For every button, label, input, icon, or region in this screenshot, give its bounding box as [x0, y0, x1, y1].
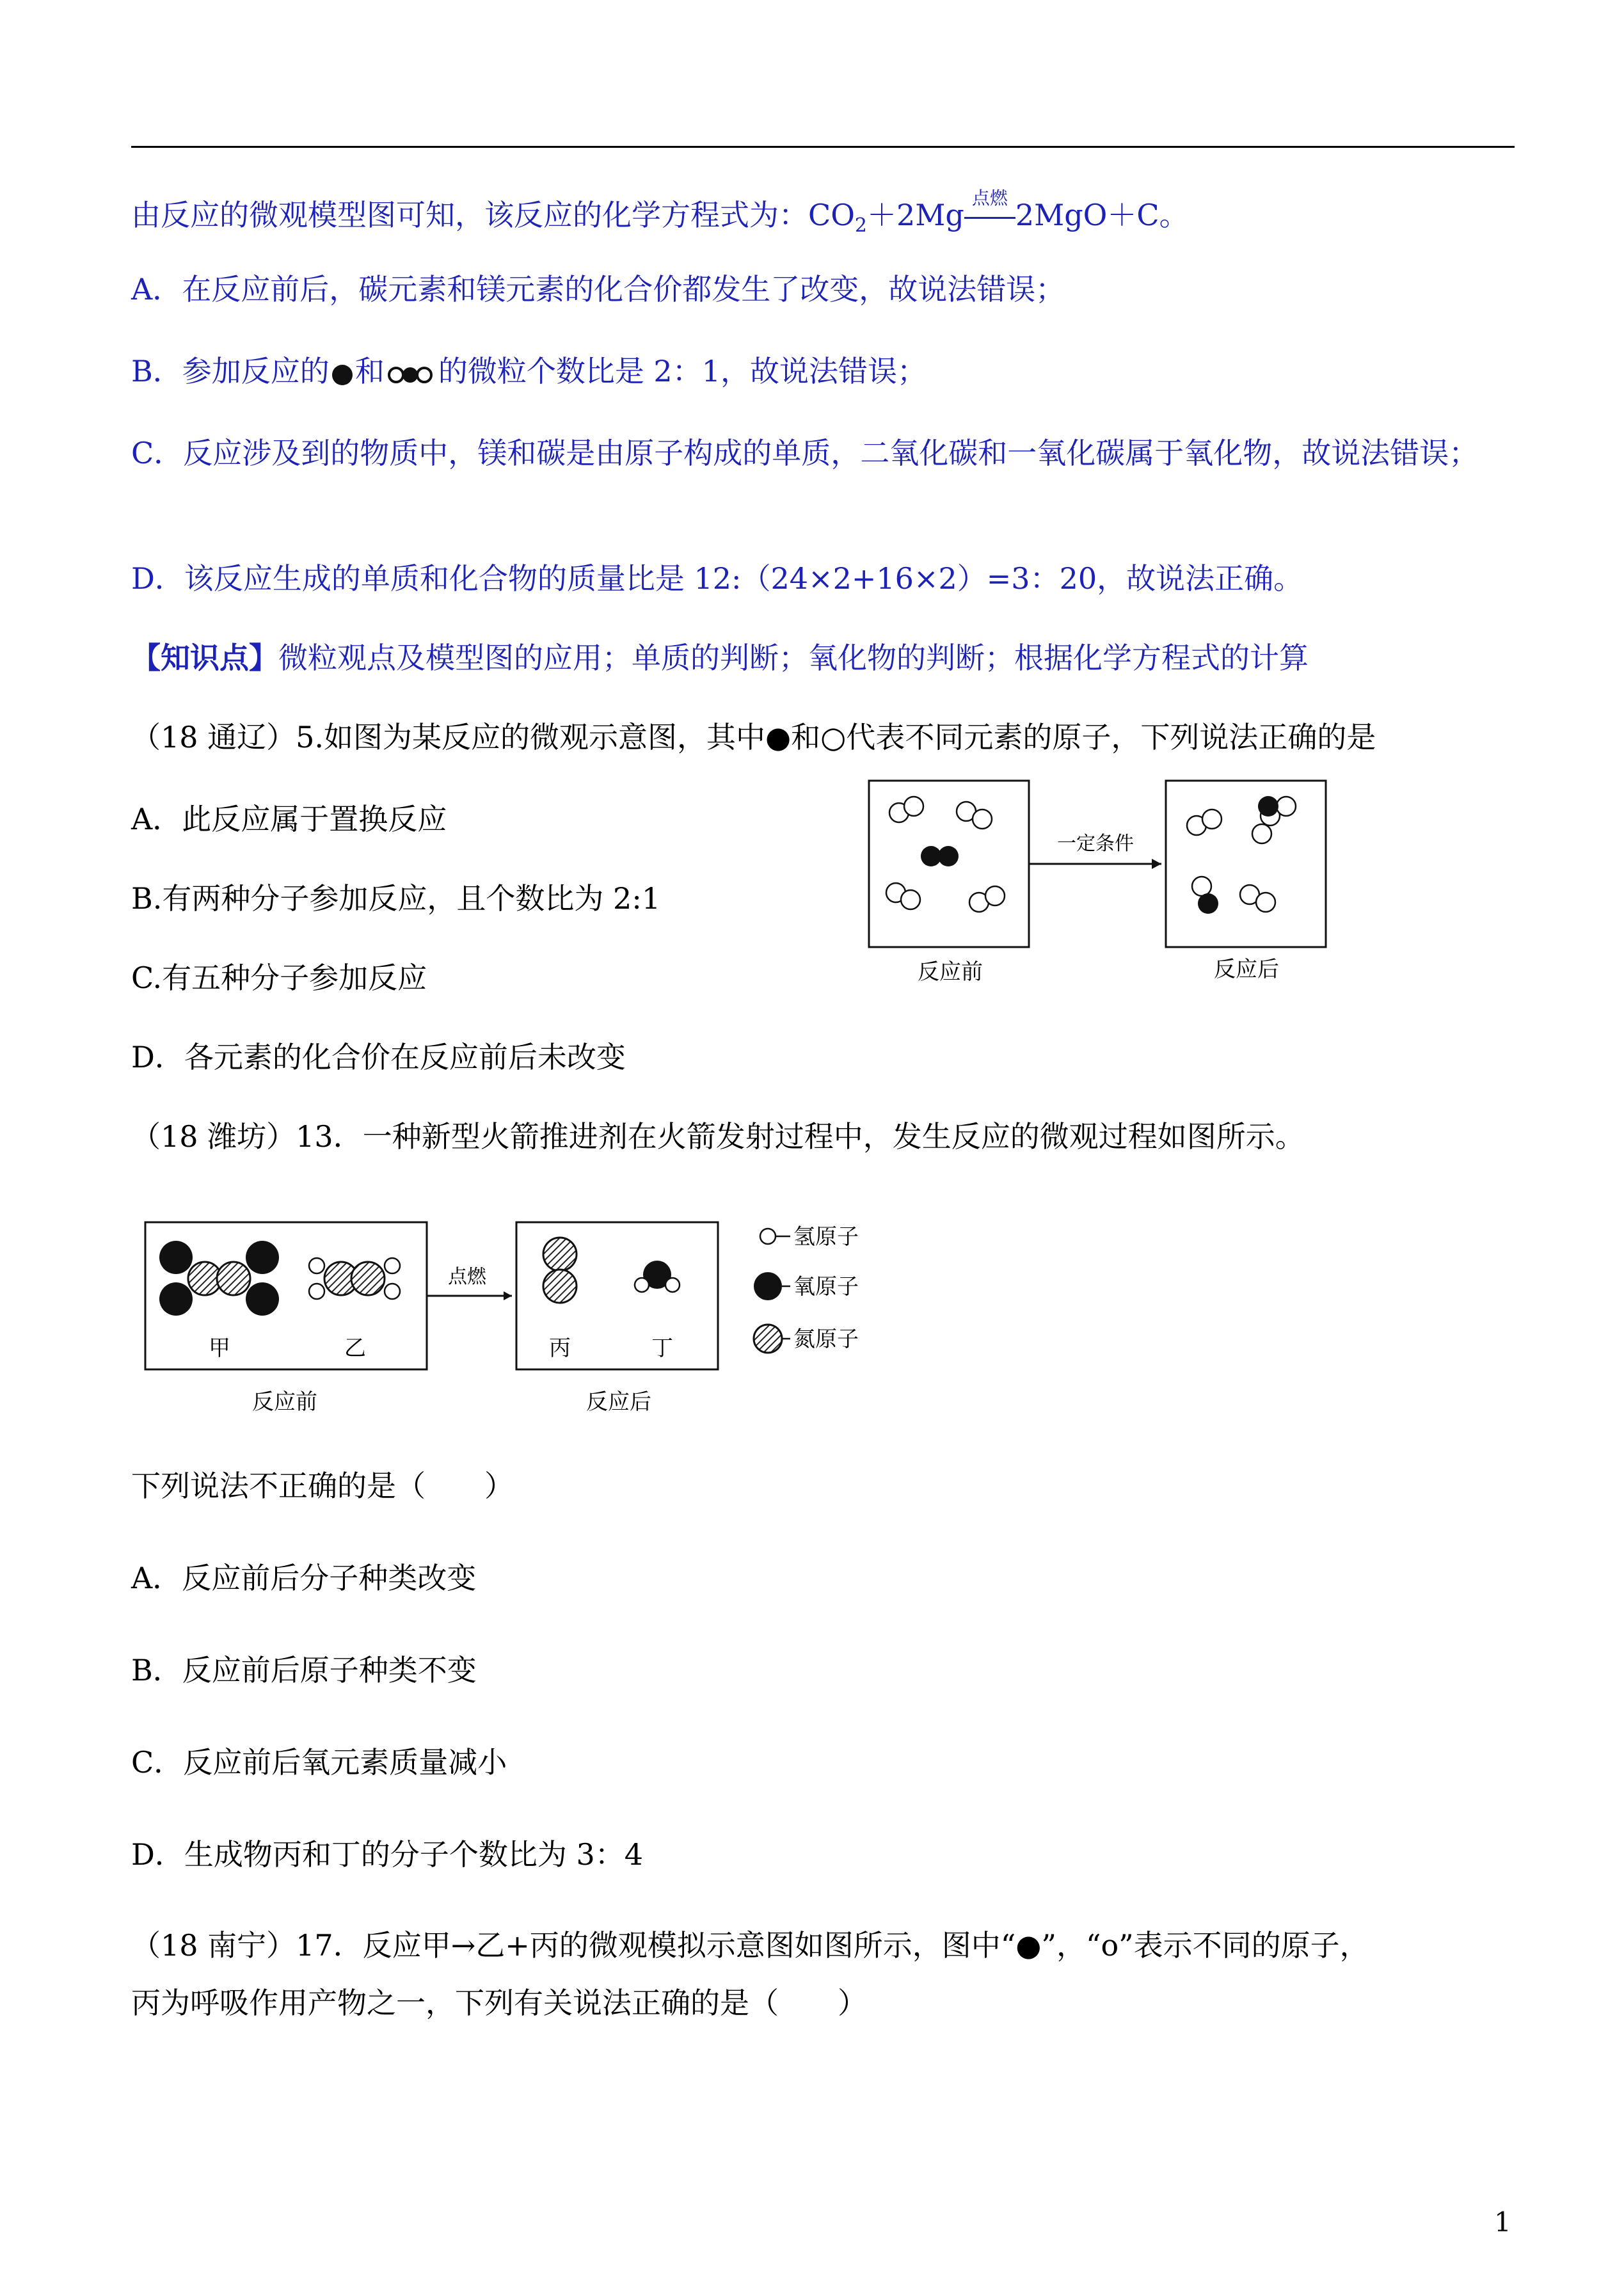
- q13-yi-label: 乙: [344, 1335, 366, 1361]
- q5-before-label: 反应前: [918, 960, 983, 984]
- analysis-option-a: A．在反应前后，碳元素和镁元素的化合价都发生了改变，故说法错误；: [131, 272, 1065, 307]
- q17-line2: 丙为呼吸作用产物之一，下列有关说法正确的是（ ）: [131, 1986, 867, 2020]
- q13-stem: （18 潍坊）13．一种新型火箭推进剂在火箭发射过程中，发生反应的微观过程如图所示。: [131, 1119, 1305, 1154]
- q13-option-d: D．生成物丙和丁的分子个数比为 3：4: [131, 1837, 644, 1872]
- q13-arrow-label: 点燃: [448, 1266, 486, 1288]
- black-atom-icon: [330, 361, 355, 387]
- q13-reaction-diagram: [138, 1203, 957, 1433]
- reaction-condition-text: 点燃: [971, 187, 1008, 209]
- co2-molecule-icon: [385, 361, 438, 387]
- reaction-condition: [964, 187, 1015, 235]
- knowledge-point: [131, 637, 1309, 678]
- knowledge-point-text: 微粒观点及模型图的应用；单质的判断；氧化物的判断；根据化学方程式的计算: [278, 641, 1309, 675]
- equation-subscript: 2: [854, 214, 868, 237]
- analysis-option-b: [131, 351, 927, 392]
- option-b-part2: 和: [354, 354, 385, 388]
- q13-before-label: 反应前: [252, 1389, 317, 1415]
- page-number: 1: [1494, 2206, 1511, 2238]
- legend-nitrogen: 氮原子: [793, 1327, 859, 1352]
- q13-ding-label: 丁: [651, 1335, 673, 1361]
- header-rule: [131, 146, 1515, 148]
- q13-bing-label: 丙: [549, 1335, 571, 1361]
- q13-option-a: A．反应前后分子种类改变: [131, 1561, 477, 1595]
- q13-prompt: 下列说法不正确的是（ ）: [131, 1469, 514, 1503]
- q13-jia-label: 甲: [209, 1335, 230, 1361]
- legend-hydrogen: 氢原子: [793, 1224, 859, 1250]
- q5-after-label: 反应后: [1214, 957, 1279, 982]
- equation-middle: ＋2Mg: [867, 198, 964, 232]
- q13-option-b: B．反应前后原子种类不变: [131, 1653, 477, 1687]
- q5-arrow-label: 一定条件: [1057, 833, 1134, 854]
- q5-option-c: C.有五种分子参加反应: [131, 961, 427, 995]
- legend-oxygen: 氧原子: [793, 1274, 859, 1300]
- q13-after-label: 反应后: [586, 1389, 651, 1415]
- equation-end: 2MgO＋C。: [1015, 198, 1189, 232]
- q5-option-d: D．各元素的化合价在反应前后未改变: [131, 1040, 626, 1074]
- knowledge-point-label: 【知识点】: [131, 641, 278, 675]
- q5-stem: （18 通辽）5.如图为某反应的微观示意图，其中●和○代表不同元素的原子，下列说法正确的是: [131, 720, 1376, 754]
- q13-option-c: C．反应前后氧元素质量减小: [131, 1745, 507, 1780]
- analysis-option-c: C．反应涉及到的物质中，镁和碳是由原子构成的单质，二氧化碳和一氧化碳属于氧化物，故说法错误；: [131, 436, 1479, 470]
- q5-option-a: A．此反应属于置换反应: [131, 802, 447, 836]
- analysis-option-d: D．该反应生成的单质和化合物的质量比是 12:（24×2+16×2）=3：20，故说法正确。: [131, 561, 1303, 596]
- q5-reaction-diagram: [864, 774, 1350, 1005]
- option-b-part1: B．参加反应的: [131, 354, 330, 388]
- option-b-part3: 的微粒个数比是 2：1，故说法错误；: [438, 354, 927, 388]
- q17-line1: （18 南宁）17．反应甲→乙+丙的微观模拟示意图如图所示，图中“●”，“o”表示不同的原子，: [131, 1928, 1369, 1963]
- equation-line: [131, 187, 1189, 246]
- q5-option-b: B.有两种分子参加反应，且个数比为 2:1: [131, 881, 661, 916]
- equation-intro: 由反应的微观模型图可知，该反应的化学方程式为：CO: [131, 198, 855, 232]
